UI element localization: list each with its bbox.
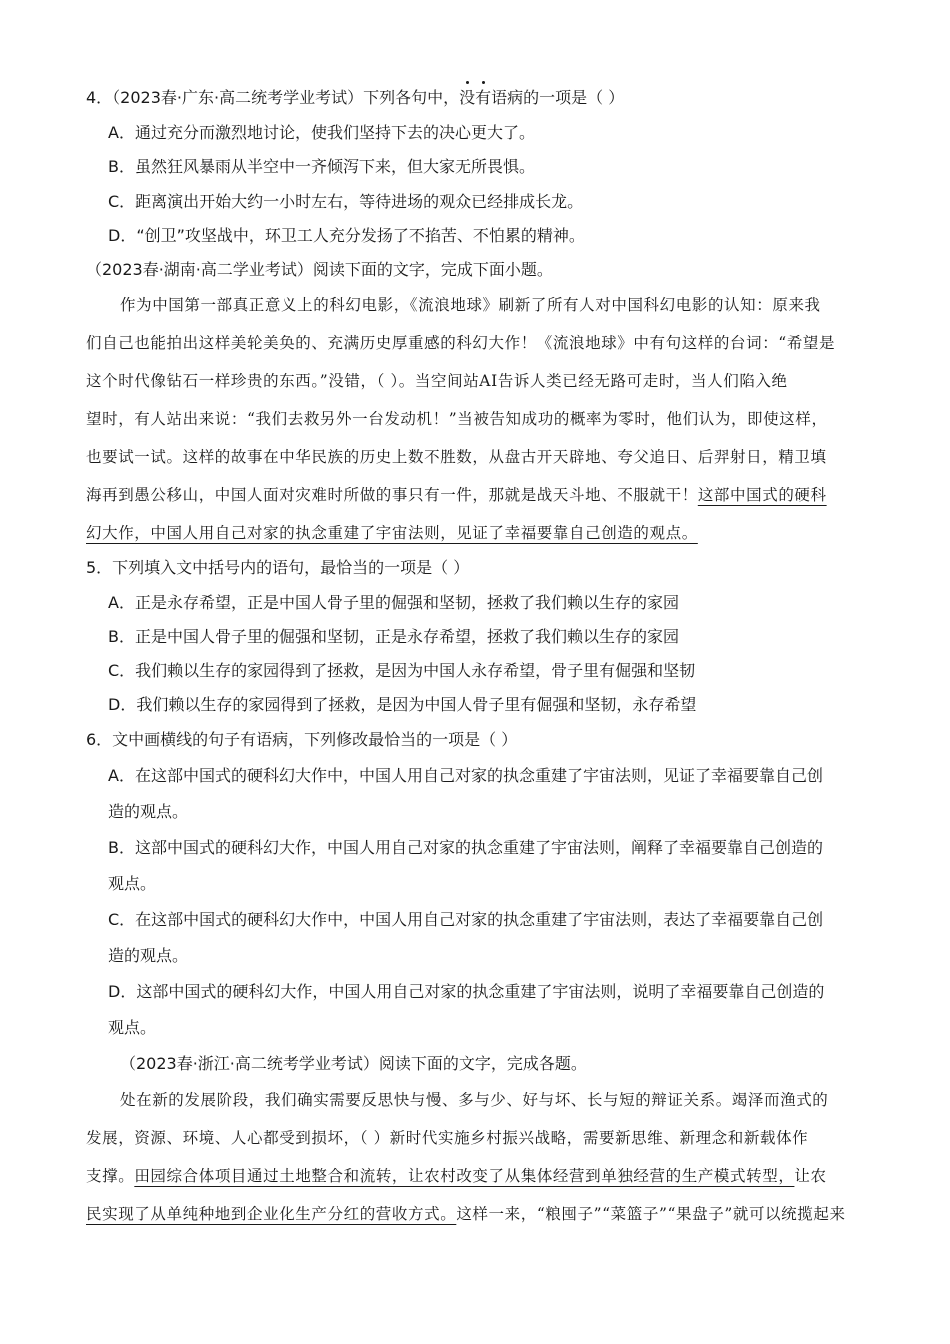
group1-passage-line-3: 这个时代像钻石一样珍贵的东西。”没错，（ ）。当空间站AI告诉人类已经无路可走时，当人们陷入绝 [86, 372, 788, 390]
group2-underlined-part-1: 田园综合体项目通过土地整合和流转，让农村改变了从集体经营到单独经营的生产模式转型， [134, 1167, 795, 1185]
underlined-sentence-part-2: 幻大作，中国人用自己对家的执念重建了宇宙法则，见证了幸福要靠自己创造的观点。 [86, 524, 698, 542]
group1-passage-line-6 [86, 484, 827, 506]
q6-option-b: B．这部中国式的硬科幻大作，中国人用自己对家的执念重建了宇宙法则，阐释了幸福要靠自己创造的 [108, 838, 823, 857]
q4-stem-prefix: 4．（2023春·广东·高二统考学业考试）下列各句中， [86, 88, 460, 107]
group1-passage-line-5: 也要试一试。这样的故事在中华民族的历史上数不胜数，从盘古开天辟地、夸父追日、后羿射日，精卫填 [86, 448, 827, 466]
group1-line6-plain: 海再到愚公移山，中国人面对灾难时所做的事只有一件，那就是战天斗地、不服就干！ [86, 486, 698, 504]
group2-passage-line-4 [86, 1203, 846, 1225]
q5-option-b: B．正是中国人骨子里的倔强和坚韧，正是永存希望，拯救了我们赖以生存的家园 [108, 627, 679, 646]
q4-option-a: A．通过充分而激烈地讨论，使我们坚持下去的决心更大了。 [108, 123, 535, 142]
q5-stem: 5．下列填入文中括号内的语句，最恰当的一项是（ ） [86, 558, 470, 577]
q5-option-d: D．我们赖以生存的家园得到了拯救，是因为中国人骨子里有倔强和坚韧，永存希望 [108, 695, 697, 714]
group2-passage-line-2: 发展，资源、环境、人心都受到损坏，（ ）新时代实施乡村振兴战略，需要新思维、新理念和新载体作 [86, 1129, 809, 1147]
underlined-sentence-part-1: 这部中国式的硬科 [697, 486, 827, 504]
group1-passage-line-1: 作为中国第一部真正意义上的科幻电影，《流浪地球》刷新了所有人对中国科幻电影的认知：原来我 [120, 296, 821, 314]
q5-option-a: A．正是永存希望，正是中国人骨子里的倔强和坚韧，拯救了我们赖以生存的家园 [108, 593, 679, 612]
q4-stem-suffix: 语病的一项是（ ） [491, 88, 625, 107]
group2-line4-tail: 这样一来，“粮囤子”“菜篮子”“果盘子”就可以统揽起来 [456, 1205, 846, 1223]
group1-passage-line-2: 们自己也能拍出这样美轮美奂的、充满历史厚重感的科幻大作！《流浪地球》中有句这样的台词：“希望是 [86, 334, 836, 352]
q5-option-c: C．我们赖以生存的家园得到了拯救，是因为中国人永存希望，骨子里有倔强和坚韧 [108, 661, 696, 680]
q6-option-a: A．在这部中国式的硬科幻大作中，中国人用自己对家的执念重建了宇宙法则，见证了幸福要靠自己创 [108, 766, 823, 785]
group2-underlined-part-2: 民实现了从单纯种地到企业化生产分红的营收方式。 [86, 1205, 457, 1223]
group1-passage-line-4: 望时，有人站出来说：“我们去救另外一台发动机！”当被告知成功的概率为零时，他们认为，即使这样， [86, 410, 828, 428]
group1-intro: （2023春·湖南·高二学业考试）阅读下面的文字，完成下面小题。 [86, 260, 553, 279]
group2-passage-line-3 [86, 1165, 827, 1187]
group2-line3-plain: 支撑。 [86, 1167, 135, 1185]
q4-option-b: B．虽然狂风暴雨从半空中一齐倾泻下来，但大家无所畏惧。 [108, 157, 535, 176]
q4-option-d: D．“创卫”攻坚战中，环卫工人充分发扬了不掐苦、不怕累的精神。 [108, 226, 585, 245]
q4-stem [86, 87, 624, 109]
group2-intro: （2023春·浙江·高二统考学业考试）阅读下面的文字，完成各题。 [120, 1054, 587, 1073]
q6-option-b-cont: 观点。 [108, 874, 157, 893]
q6-option-c: C．在这部中国式的硬科幻大作中，中国人用自己对家的执念重建了宇宙法则，表达了幸福要靠自己创 [108, 910, 824, 929]
group2-line3-tail: 让农 [794, 1167, 827, 1185]
q4-emphasis-mark-2: 有 [475, 88, 492, 107]
q6-option-a-cont: 造的观点。 [108, 802, 189, 821]
q6-option-d: D．这部中国式的硬科幻大作，中国人用自己对家的执念重建了宇宙法则，说明了幸福要靠自己创造的 [108, 982, 825, 1001]
q6-option-c-cont: 造的观点。 [108, 946, 189, 965]
group1-passage-line-7 [86, 522, 698, 544]
q4-option-c: C．距离演出开始大约一小时左右，等待进场的观众已经排成长龙。 [108, 192, 584, 211]
q4-emphasis-mark-1: 没 [459, 88, 476, 107]
group2-passage-line-1: 处在新的发展阶段，我们确实需要反思快与慢、多与少、好与坏、长与短的辩证关系。竭泽而渔式的 [120, 1091, 829, 1109]
q6-stem: 6．文中画横线的句子有语病，下列修改最恰当的一项是（ ） [86, 730, 518, 749]
q6-option-d-cont: 观点。 [108, 1018, 157, 1037]
